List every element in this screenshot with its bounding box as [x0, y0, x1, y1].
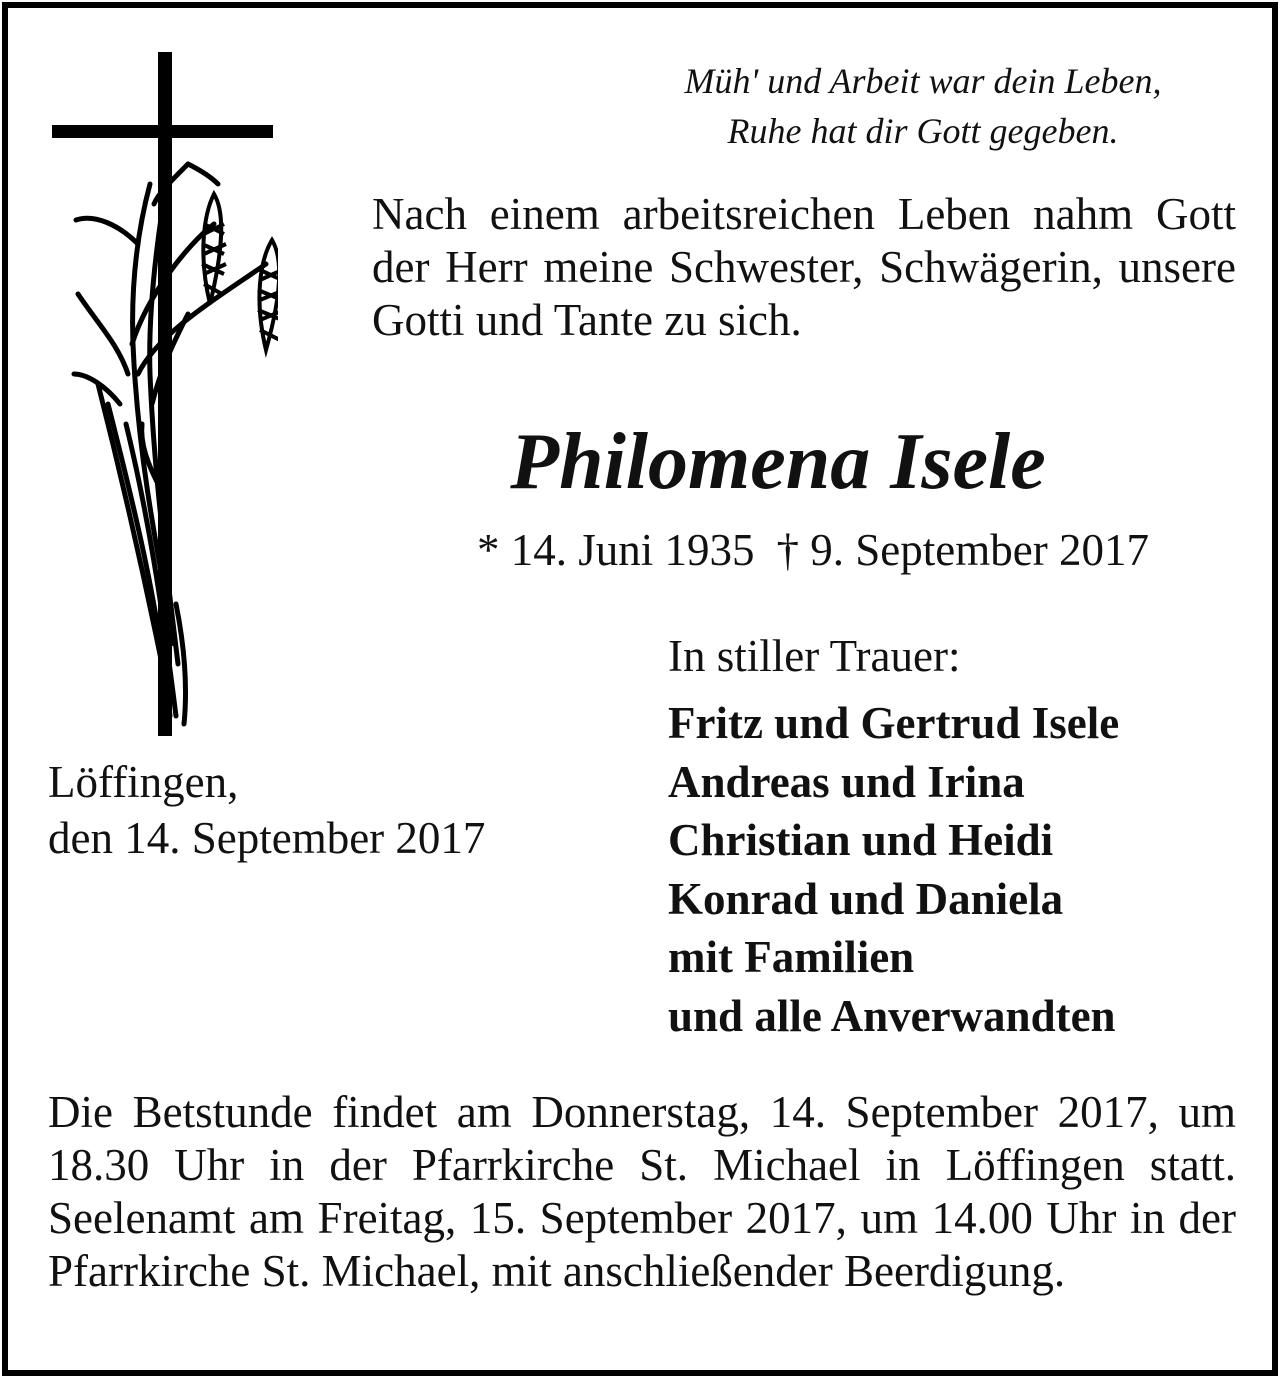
cross-with-wheat-icon [38, 44, 278, 744]
motto-verse [568, 56, 1278, 156]
motto-line-2: Ruhe hat dir Gott gegeben. [727, 111, 1119, 151]
mourner-line: Konrad und Daniela [668, 873, 1064, 924]
motto-line-1: Müh' und Arbeit war dein Leben, [684, 61, 1162, 101]
intro-text: Nach einem arbeitsreichen Leben nahm Gott der Herr meine Schwester, Schwägerin, unsere Gotti und Tante zu sich. [372, 189, 1236, 345]
birth-date: * 14. Juni 1935 [477, 525, 755, 575]
mourning-label: In stiller Trauer: [668, 631, 961, 681]
obituary-notice [2, 2, 1278, 1376]
mourner-line: Christian und Heidi [668, 815, 1054, 865]
death-date: † 9. September 2017 [776, 525, 1149, 575]
mourner-line: mit Familien [668, 932, 915, 982]
mourner-line: Andreas und Irina [668, 756, 1025, 807]
mourner-line: und alle Anverwandten [668, 990, 1116, 1041]
mourners-list [668, 694, 1119, 1045]
place-date: den 14. September 2017 [48, 813, 486, 863]
service-details: Die Betstunde findet am Donnerstag, 14. September 2017, um 18.30 Uhr in der Pfarrkirche St. Michael in Löffingen statt. Seelenamt am Freitag, 15. September 2017, um 14.00 Uhr in der Pfarrkirche St. Michael, mit anschließender Beerdigung. [48, 1087, 1236, 1296]
place-and-date [48, 754, 485, 866]
mourner-line: Fritz und Gertrud Isele [668, 698, 1120, 748]
deceased-name: Philomena Isele [510, 418, 1046, 506]
life-dates [368, 522, 1258, 578]
place-city: Löffingen, [48, 757, 239, 807]
